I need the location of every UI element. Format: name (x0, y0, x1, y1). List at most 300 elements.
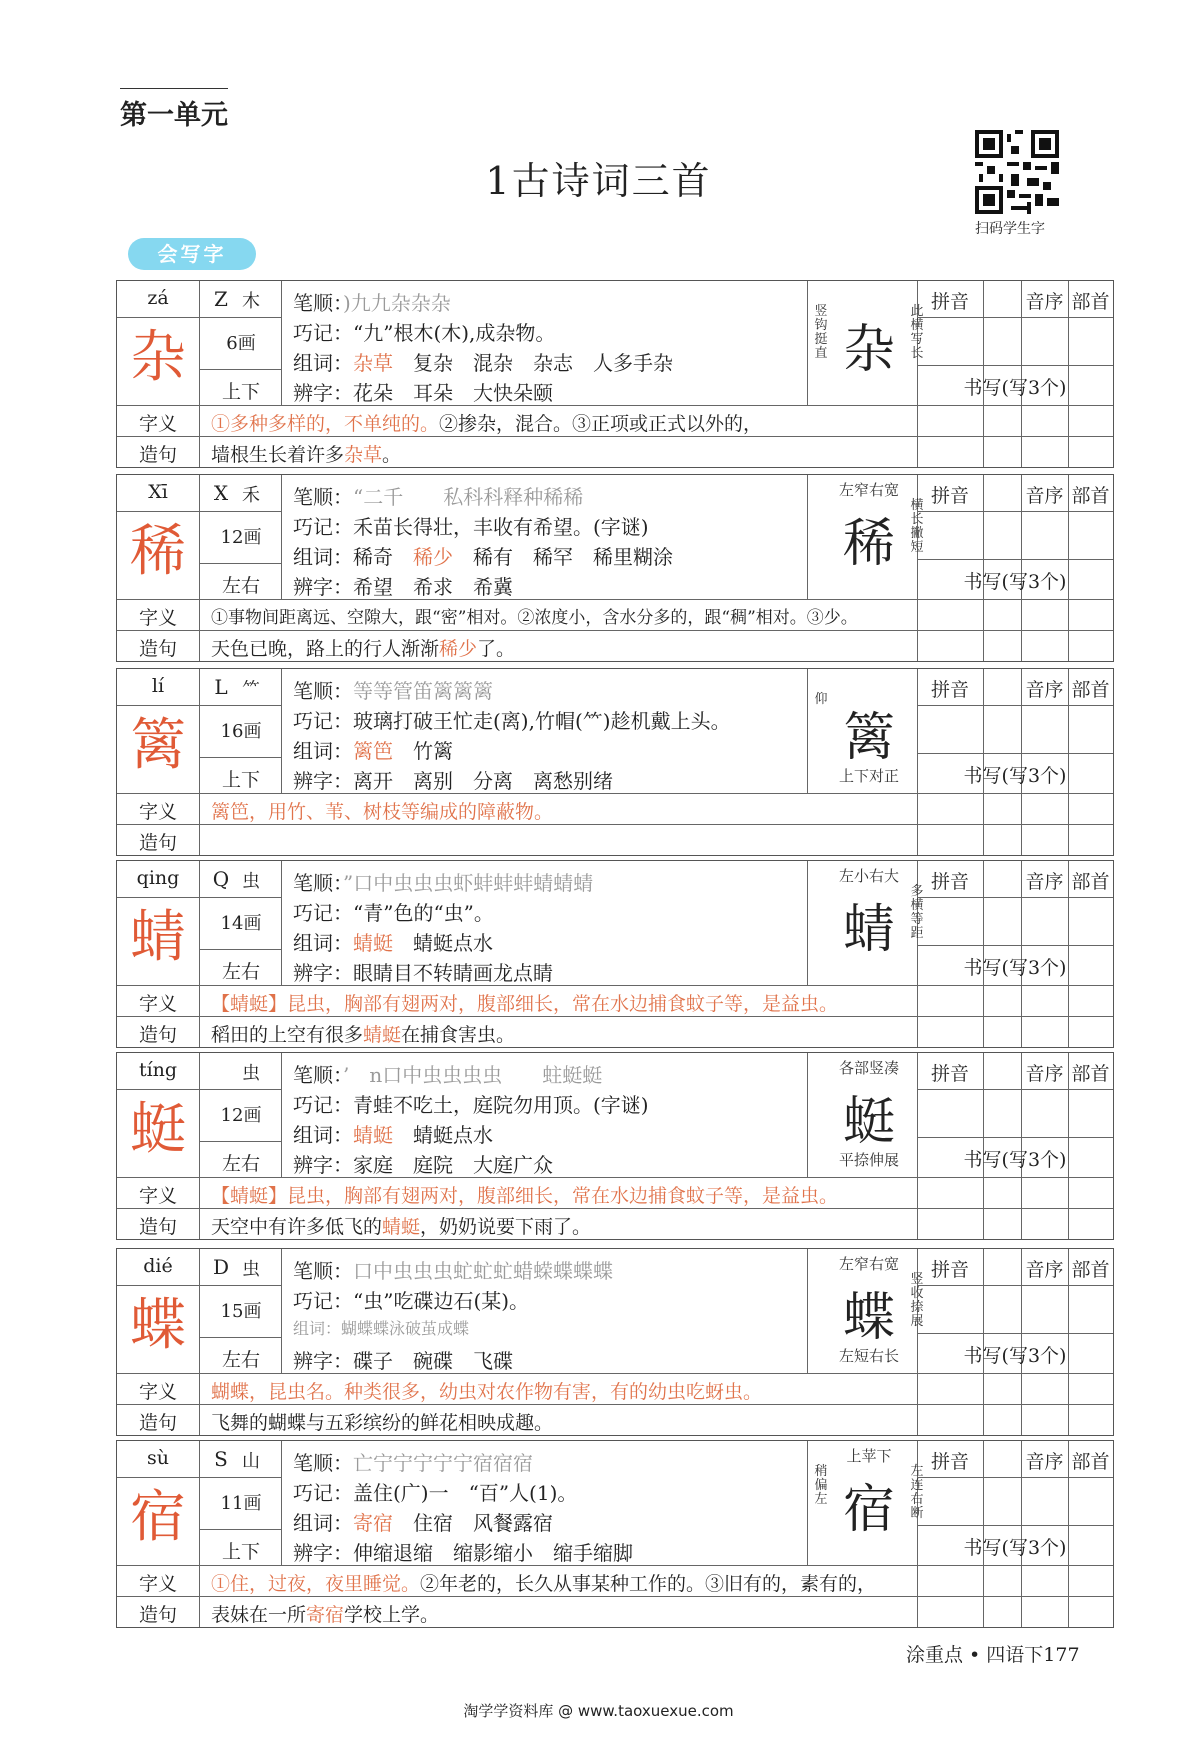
grid-line (281, 861, 282, 985)
sentence-label: 造句 (138, 832, 177, 854)
pinyin-header: 拼音 (930, 485, 969, 507)
writing-demo (811, 1055, 927, 1167)
distinguish (293, 1149, 553, 1178)
grid-line (917, 897, 1113, 898)
grid-line (199, 949, 281, 950)
grid-line (807, 1249, 808, 1373)
memory-tip (293, 705, 731, 734)
memory-tip-value: 盖住(广)一 “百”人(1)。 (353, 1481, 578, 1505)
order-header: 音序 (1025, 485, 1064, 507)
grid-line (199, 511, 281, 512)
grid-line (917, 511, 1113, 512)
grid-line (117, 1373, 1113, 1374)
write-header: 书写(写3个) (963, 765, 1067, 787)
sentence-highlight: 蜻蜓 (382, 1216, 421, 1238)
stroke-order-label: 笔顺： (293, 291, 343, 315)
demo-note-left: 稍偏左 (814, 1464, 828, 1507)
writing-demo (811, 477, 927, 589)
writing-demo (811, 1251, 927, 1363)
distinguish-value: 家庭 庭院 大庭广众 (353, 1153, 553, 1177)
stroke-order (293, 867, 593, 896)
structure-label: 上下 (221, 381, 260, 403)
write-header: 书写(写3个) (963, 957, 1067, 979)
memory-tip (293, 1089, 649, 1118)
distinguish-value: 希望 希求 希冀 (353, 575, 513, 599)
order-header: 音序 (1025, 679, 1064, 701)
grid-line (117, 1177, 1113, 1178)
meaning-text (211, 989, 838, 1016)
stroke-order (293, 1059, 602, 1088)
meaning-highlight: 蝴蝶，昆虫名。种类很多，幼虫对农作物有害，有的幼虫吃蚜虫。 (211, 1381, 763, 1403)
character-card (116, 280, 1114, 468)
distinguish-label: 辨字： (293, 961, 353, 985)
grid-line (807, 669, 808, 793)
meaning-rest: ①事物间距离远、空隙大，跟“密”相对。②浓度小，含水分多的，跟“稠”相对。③少。 (211, 608, 858, 628)
grid-line (917, 1477, 1113, 1478)
stroke-order-value: “二千 私科科释种稀稀 (353, 485, 584, 509)
pinyin-header: 拼音 (930, 291, 969, 313)
grid-line (281, 1053, 282, 1177)
demo-note-left: 竖钩挺直 (814, 304, 828, 361)
memory-tip-label: 巧记： (293, 321, 353, 345)
word-group-label: 组词： (293, 1511, 353, 1535)
grid-line (199, 757, 281, 758)
word-list: 住宿 风餐露宿 (413, 1511, 553, 1535)
grid-line (117, 599, 1113, 600)
grid-line (117, 317, 199, 318)
meaning-text (211, 603, 858, 628)
grid-line (199, 317, 281, 318)
structure-label: 左右 (221, 961, 260, 983)
grid-line (117, 405, 1113, 406)
radical-label: 山 (242, 1451, 260, 1472)
pinyin-header: 拼音 (930, 679, 969, 701)
main-character: 篱 (130, 713, 186, 778)
stroke-order-value: 口中虫虫虫虻虻虻蜡蝾蝶蝶蝶 (353, 1259, 613, 1283)
grid-line (281, 669, 282, 793)
distinguish-label: 辨字： (293, 1541, 353, 1565)
structure-label: 左右 (221, 1153, 260, 1175)
sentence-label: 造句 (138, 638, 177, 660)
writing-demo (811, 671, 927, 783)
grid-line (117, 897, 199, 898)
word-highlight: 篱笆 (353, 739, 413, 763)
grid-line (199, 1141, 281, 1142)
main-character: 稀 (130, 519, 186, 584)
radical-header: 部首 (1071, 871, 1110, 893)
distinguish-value: 花朵 耳朵 大快朵颐 (353, 381, 553, 405)
grid-line (807, 1053, 808, 1177)
memory-tip-label: 巧记： (293, 901, 353, 925)
grid-line (199, 705, 281, 706)
stroke-count: 12画 (220, 1105, 262, 1126)
pinyin-header: 拼音 (930, 1063, 969, 1085)
memory-tip-value: “虫”吃碟边石(某)。 (353, 1289, 530, 1313)
grid-line (199, 1529, 281, 1530)
grid-line (917, 1285, 1113, 1286)
memory-tip-label: 巧记： (293, 1289, 353, 1313)
memory-tip (293, 317, 555, 346)
memory-tip (293, 511, 649, 540)
write-header: 书写(写3个) (963, 1537, 1067, 1559)
radical-header: 部首 (1071, 485, 1110, 507)
word-highlight: 稀少 (413, 545, 473, 569)
memory-tip-label: 巧记： (293, 1481, 353, 1505)
stroke-order (293, 1255, 613, 1284)
word-highlight: 蜻蜓 (353, 931, 413, 955)
grid-line (117, 705, 199, 706)
radical-label: 虫 (242, 1259, 260, 1280)
distinguish-label: 辨字： (293, 575, 353, 599)
writing-demo (811, 863, 927, 975)
word-group (293, 347, 673, 376)
grid-line (117, 511, 199, 512)
main-character: 宿 (130, 1485, 186, 1550)
order-header: 音序 (1025, 871, 1064, 893)
stroke-order-value: 等等管笛篱篱篱 (353, 679, 493, 703)
radical-header: 部首 (1071, 679, 1110, 701)
pinyin-initial: L (214, 675, 228, 699)
grid-line (807, 861, 808, 985)
radical-header: 部首 (1071, 1259, 1110, 1281)
write-chars-badge: 会写字 (128, 238, 256, 270)
stroke-order-value: ”口中虫虫虫虾蚌蚌蚌蜻蜻蜻 (343, 871, 594, 895)
grid-line (117, 985, 1113, 986)
word-list: 竹篱 (413, 739, 453, 763)
memory-tip-label: 巧记： (293, 515, 353, 539)
meaning-highlight: ①住，过夜，夜里睡觉。 (211, 1573, 421, 1595)
grid-line (199, 1089, 281, 1090)
sentence-pre: 飞舞的蝴蝶与五彩缤纷的鲜花相映成趣。 (211, 1412, 554, 1434)
grid-line (917, 945, 1113, 946)
demo-note-top: 上苹下 (846, 1447, 892, 1465)
word-group (293, 1315, 469, 1339)
memory-tip (293, 897, 494, 926)
pinyin-header: 拼音 (930, 1259, 969, 1281)
demo-character: 蜻 (842, 900, 895, 960)
radical-header: 部首 (1071, 1063, 1110, 1085)
stroke-order (293, 675, 493, 704)
grid-line (199, 563, 281, 564)
character-card (116, 668, 1114, 856)
radical-label: 虫 (242, 1063, 260, 1084)
distinguish (293, 765, 613, 794)
word-group-label: 组词： (293, 545, 353, 569)
word-group (293, 1119, 493, 1148)
stroke-order-label: 笔顺： (293, 871, 343, 895)
demo-note-bottom: 上下对正 (838, 767, 899, 785)
qr-code-icon[interactable] (975, 130, 1059, 214)
character-card (116, 1052, 1114, 1240)
distinguish (293, 1537, 633, 1566)
pinyin-initial: D (212, 1255, 230, 1279)
grid-line (117, 1477, 199, 1478)
radical-header: 部首 (1071, 1451, 1110, 1473)
grid-line (199, 1441, 200, 1565)
meaning-highlight: 【蜻蜓】昆虫，胸部有翅两对，腹部细长，常在水边捕食蚊子等，是益虫。 (211, 1185, 839, 1207)
sentence-highlight: 寄宿 (306, 1604, 345, 1626)
sentence-post: 。 (382, 444, 402, 466)
grid-line (917, 1089, 1113, 1090)
order-header: 音序 (1025, 1451, 1064, 1473)
stroke-order-label: 笔顺： (293, 485, 353, 509)
pinyin-header: 拼音 (930, 1451, 969, 1473)
writing-demo (811, 1443, 927, 1555)
word-highlight: 蜻蜓 (353, 1123, 413, 1147)
write-header: 书写(写3个) (963, 1149, 1067, 1171)
grid-line (199, 861, 200, 985)
distinguish-label: 辨字： (293, 1153, 353, 1177)
structure-label: 上下 (221, 1541, 260, 1563)
main-character: 杂 (130, 325, 186, 390)
grid-line (281, 1249, 282, 1373)
structure-label: 上下 (221, 769, 260, 791)
meaning-label: 字义 (138, 1185, 177, 1207)
radical-label: 虫 (242, 871, 260, 892)
character-card (116, 1440, 1114, 1628)
memory-tip (293, 1477, 577, 1506)
word-group (293, 1507, 553, 1536)
stroke-count: 14画 (220, 913, 262, 934)
grid-line (117, 1596, 1113, 1597)
pinyin-initial: S (214, 1447, 228, 1471)
grid-line (281, 281, 282, 405)
word-list: 稀有 稀罕 稀里糊涂 (473, 545, 673, 569)
radical-label: 木 (242, 291, 260, 312)
meaning-text (211, 797, 553, 824)
grid-line (117, 1404, 1113, 1405)
grid-line (199, 281, 200, 405)
sentence-highlight: 稀少 (439, 638, 478, 660)
grid-line (807, 1441, 808, 1565)
grid-line (199, 1053, 200, 1177)
word-list: 蜻蜓点水 (413, 1123, 493, 1147)
memory-tip-label: 巧记： (293, 1093, 353, 1117)
demo-note-bottom: 平捺伸展 (838, 1151, 899, 1169)
grid-line (199, 897, 281, 898)
word-group (293, 927, 493, 956)
lesson-title: 1古诗词三首 (485, 159, 712, 203)
demo-character: 稀 (842, 514, 895, 574)
distinguish (293, 377, 553, 406)
memory-tip (293, 1285, 529, 1314)
source-watermark: 淘学学资料库 @ www.taoxuexue.com (463, 1702, 734, 1720)
sentence-highlight: 蜻蜓 (363, 1024, 402, 1046)
sentence-text (211, 1600, 439, 1627)
pinyin-label: qing (136, 867, 180, 889)
distinguish-value: 伸缩退缩 缩影缩小 缩手缩脚 (353, 1541, 633, 1565)
meaning-rest: ②年老的，长久从事某种工作的。③旧有的，素有的， (420, 1573, 877, 1595)
sentence-post: 了。 (477, 638, 516, 660)
word-list: 蜻蜓点水 (413, 931, 493, 955)
memory-tip-value: 禾苗长得壮，丰收有希望。(字谜) (353, 515, 649, 539)
grid-line (281, 1441, 282, 1565)
sentence-pre: 表妹在一所 (211, 1604, 307, 1626)
demo-note-right: 左连右断 (910, 1464, 924, 1521)
pinyin-label: dié (143, 1255, 173, 1277)
word-group-label: 组词： (293, 739, 353, 763)
word-highlight: 杂草 (353, 351, 413, 375)
memory-tip-value: 玻璃打破王忙走(离),竹帽(⺮)趁机戴上头。 (353, 709, 731, 733)
pinyin-initial: Z (214, 287, 228, 311)
sentence-label: 造句 (138, 1216, 177, 1238)
stroke-order (293, 481, 583, 510)
grid-line (917, 365, 1113, 366)
demo-character: 杂 (842, 320, 895, 380)
grid-line (117, 1285, 199, 1286)
demo-note-top: 左窄右宽 (838, 481, 899, 499)
demo-note-left: 仰 (814, 692, 828, 707)
memory-tip-value: 青蛙不吃土，庭院勿用顶。(字谜) (353, 1093, 649, 1117)
character-card (116, 860, 1114, 1048)
page-number: 涂重点 • 四语下177 (906, 1644, 1080, 1666)
word-highlight: 寄宿 (353, 1511, 413, 1535)
distinguish-value: 离开 离别 分离 离愁别绪 (353, 769, 613, 793)
grid-line (917, 1525, 1113, 1526)
character-card (116, 474, 1114, 662)
main-character: 蜻 (130, 905, 186, 970)
meaning-label: 字义 (138, 607, 177, 629)
grid-line (117, 436, 1113, 437)
stroke-order-label: 笔顺： (293, 1259, 353, 1283)
grid-line (917, 317, 1113, 318)
distinguish-label: 辨字： (293, 1349, 353, 1373)
stroke-order (293, 287, 451, 316)
demo-character: 篱 (842, 708, 895, 768)
meaning-rest: ②掺杂，混合。③正项或正式以外的， (439, 413, 763, 435)
meaning-label: 字义 (138, 801, 177, 823)
sentence-highlight: 杂草 (344, 444, 383, 466)
sentence-pre: 天空中有许多低飞的 (211, 1216, 383, 1238)
sentence-label: 造句 (138, 444, 177, 466)
meaning-label: 字义 (138, 1381, 177, 1403)
write-header: 书写(写3个) (963, 377, 1067, 399)
sentence-post: ，奶奶说要下雨了。 (420, 1216, 592, 1238)
pinyin-label: zá (147, 287, 169, 309)
sentence-label: 造句 (138, 1024, 177, 1046)
radical-label: 禾 (242, 485, 260, 506)
stroke-count: 6画 (226, 333, 256, 354)
demo-note-right: 多横等距 (910, 884, 924, 941)
sentence-post: 学校上学。 (344, 1604, 440, 1626)
pinyin-label: sù (147, 1447, 169, 1469)
grid-line (199, 1249, 200, 1373)
grid-line (199, 1337, 281, 1338)
sentence-post: 在捕食害虫。 (401, 1024, 516, 1046)
distinguish-label: 辨字： (293, 381, 353, 405)
grid-line (807, 281, 808, 405)
write-header: 书写(写3个) (963, 1345, 1067, 1367)
grid-line (281, 475, 282, 599)
grid-line (917, 753, 1113, 754)
grid-line (199, 475, 200, 599)
stroke-count: 16画 (220, 721, 262, 742)
demo-character: 宿 (842, 1480, 895, 1540)
order-header: 音序 (1025, 291, 1064, 313)
demo-note-top: 左小右大 (838, 867, 899, 885)
meaning-highlight: ①多种多样的，不单纯的。 (211, 413, 440, 435)
sentence-text (211, 1212, 591, 1239)
distinguish (293, 571, 513, 600)
character-card (116, 1248, 1114, 1436)
radical-header: 部首 (1071, 291, 1110, 313)
meaning-label: 字义 (138, 993, 177, 1015)
demo-note-right: 横长撇短 (910, 498, 924, 555)
grid-line (199, 1285, 281, 1286)
memory-tip-value: “青”色的“虫”。 (353, 901, 494, 925)
demo-note-top: 各部竖凑 (838, 1059, 899, 1077)
word-group (293, 541, 673, 570)
unit-title: 第一单元 (120, 88, 228, 132)
grid-line (199, 669, 200, 793)
radical-label: ⺮ (242, 679, 260, 700)
sentence-pre: 稻田的上空有很多 (211, 1024, 364, 1046)
word-group-label: 组词： (293, 931, 353, 955)
stroke-order-label: 笔顺： (293, 1063, 343, 1087)
grid-line (917, 559, 1113, 560)
meaning-label: 字义 (138, 1573, 177, 1595)
stroke-order-value: ’ n口中虫虫虫虫 蛀蜓蜓 (343, 1063, 603, 1087)
order-header: 音序 (1025, 1063, 1064, 1085)
sentence-text (211, 440, 401, 467)
stroke-order-label: 笔顺： (293, 1451, 353, 1475)
sentence-text (211, 1408, 553, 1435)
stroke-order-value: 亡宁宁宁宁宁宿宿宿 (353, 1451, 533, 1475)
stroke-order-label: 笔顺： (293, 679, 353, 703)
main-character: 蝶 (130, 1293, 186, 1358)
grid-line (807, 475, 808, 599)
sentence-label: 造句 (138, 1604, 177, 1626)
main-character: 蜓 (130, 1097, 186, 1162)
memory-tip-label: 巧记： (293, 709, 353, 733)
meaning-highlight: 【蜻蜓】昆虫，胸部有翅两对，腹部细长，常在水边捕食蚊子等，是益虫。 (211, 993, 839, 1015)
demo-character: 蝶 (842, 1288, 895, 1348)
stroke-count: 12画 (220, 527, 262, 548)
word-list: 复杂 混杂 杂志 人多手杂 (413, 351, 673, 375)
grid-line (199, 369, 281, 370)
pinyin-label: Xī (148, 481, 168, 503)
grid-line (199, 1477, 281, 1478)
sentence-pre: 墙根生长着许多 (211, 444, 345, 466)
stroke-order-value: )九九杂杂杂 (343, 291, 451, 315)
meaning-highlight: 篱笆，用竹、苇、树枝等编成的障蔽物。 (211, 801, 554, 823)
structure-label: 左右 (221, 1349, 260, 1371)
meaning-label: 字义 (138, 413, 177, 435)
meaning-text (211, 1569, 876, 1596)
sentence-text (211, 1020, 515, 1047)
pinyin-header: 拼音 (930, 871, 969, 893)
distinguish-value: 眼睛目不转睛画龙点睛 (353, 961, 553, 985)
order-header: 音序 (1025, 1259, 1064, 1281)
writing-demo (811, 283, 927, 395)
grid-line (117, 630, 1113, 631)
word-pre: 稀奇 (353, 545, 413, 569)
stroke-count: 15画 (220, 1301, 262, 1322)
word-group (293, 735, 453, 764)
memory-tip-value: “九”根木(木),成杂物。 (353, 321, 556, 345)
demo-note-bottom: 左短右长 (838, 1347, 899, 1365)
grid-line (117, 793, 1113, 794)
grid-line (917, 1333, 1113, 1334)
distinguish (293, 1345, 513, 1374)
distinguish-value: 碟子 碗碟 飞碟 (353, 1349, 513, 1373)
stroke-order (293, 1447, 533, 1476)
meaning-text (211, 409, 762, 436)
structure-label: 左右 (221, 575, 260, 597)
sentence-text (211, 634, 515, 661)
grid-line (117, 824, 1113, 825)
word-group-label: 组词： (293, 1123, 353, 1147)
